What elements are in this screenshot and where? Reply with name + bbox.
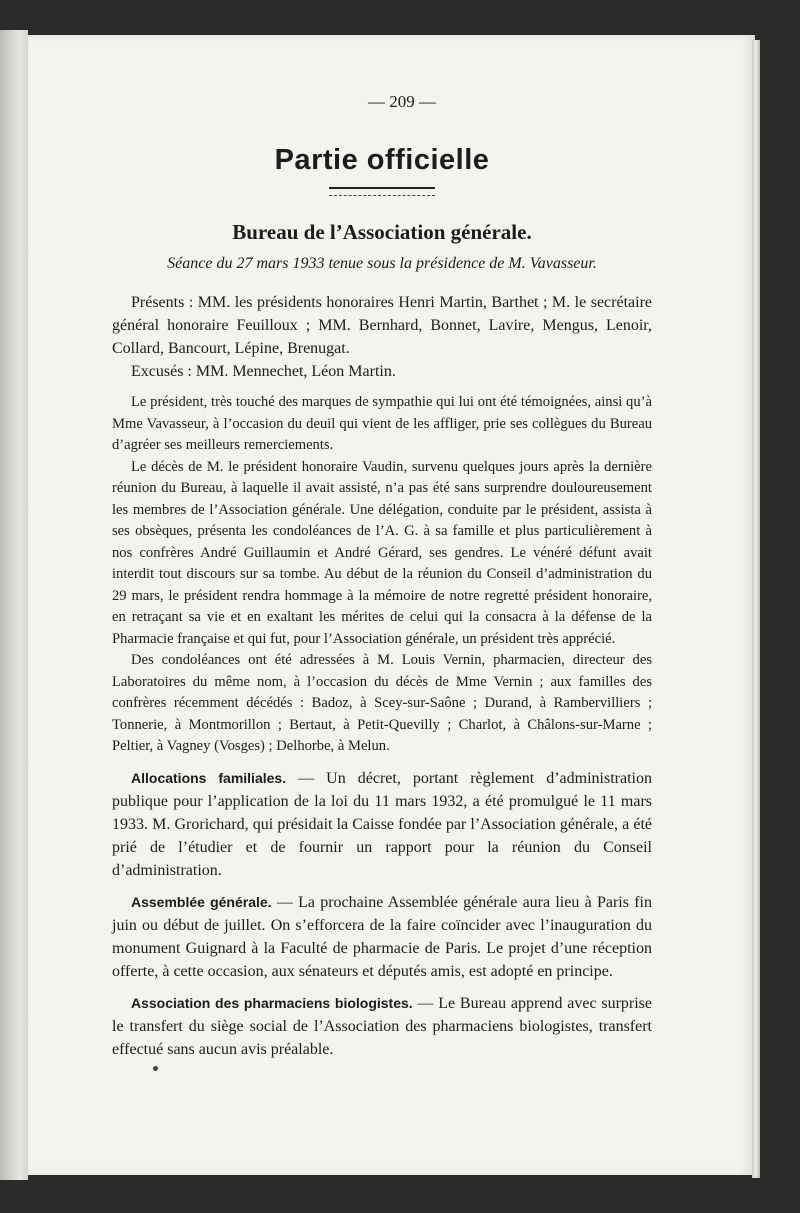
assemblee-text: — La prochaine Assemblée générale aura lieu à Paris fin juin ou début de juillet. On s’efforcera de la faire coïncider avec l’inauguration du monument Guignard à la Faculté de pharmacie de Paris. Le projet d’une réception offerte, à cette occasion, aux sénateurs et députés amis, est adopté en principe. — [112, 893, 652, 980]
biologistes-heading: Association des pharmaciens biologistes. — [131, 994, 413, 1011]
minutes-body — [112, 392, 652, 758]
attendees-excused: Excusés : MM. Mennechet, Léon Martin. — [131, 363, 396, 380]
assemblee-heading: Assemblée générale. — [131, 893, 272, 910]
page-content — [112, 92, 652, 1061]
title-rule — [329, 187, 435, 196]
paragraph-condolences: Des condoléances ont été adressées à M. Louis Vernin, pharmacien, directeur des Laboratoires du même nom, à l’occasion du décès de Mme Vernin ; aux familles des confrères récemment décédés : Badoz, à Scey-sur-Saône ; Durand, à Rambervilliers ; Tonnerie, à Montmorillon ; Bertaut, à Petit-Quevilly ; Charlot, à Châlons-sur-Marne ; Peltier, à Vagney (Vosges) ; Delhorbe, à Melun. — [112, 652, 652, 754]
page-number: — 209 — — [368, 92, 436, 111]
section-assemblee — [112, 891, 652, 983]
article-heading: Bureau de l’Association générale. — [232, 220, 532, 244]
paragraph-obituary: Le décès de M. le président honoraire Vaudin, survenu quelques jours après la dernière réunion du Bureau, à laquelle il avait assisté, n’a pas été sans surprendre douloureusement les membres de l’Association générale. Une délégation, conduite par le président, assista à ses obsèques, présenta les condoléances de l’A. G. à sa famille et plus particulièrement à nos confrères André Guillaumin et André Gérard, ses gendres. Le vénéré défunt avait interdit tout discours sur sa tombe. Au début de la réunion du Conseil d’administration du 29 mars, le président rendra hommage à la mémoire de notre regretté président honoraire, en retraçant sa vie et en exaltant les mérites de celui qui la consacra à la défense de la Pharmacie française et qui fut, pour l’Association générale, un président très apprécié. — [112, 458, 652, 647]
session-line: Séance du 27 mars 1933 tenue sous la présidence de M. Vavasseur. — [167, 255, 597, 272]
allocations-text: — Un décret, portant règlement d’administration publique pour l’application de la loi du 11 mars 1932, a été promulgué le 11 mars 1933. M. Grorichard, qui présidait la Caisse fondée par l’Association générale, a été prié de l’étudier et de fournir un rapport pour la réunion du Conseil d’administration. — [112, 769, 652, 879]
page-stack-edge — [752, 40, 760, 1178]
section-allocations — [112, 767, 652, 882]
biologistes-text: — Le Bureau apprend avec surprise le transfert du siège social de l’Association des pharmaciens biologistes, transfert effectué sans aucun avis préalable. — [112, 994, 652, 1058]
attendees-present: Présents : MM. les présidents honoraires Henri Martin, Barthet ; M. le secrétaire général honoraire Feuilloux ; MM. Bernhard, Bonnet, Lavire, Mengus, Lenoir, Collard, Bancourt, Lépine, Brenugat. — [112, 294, 652, 357]
section-title: Partie officielle — [274, 144, 490, 176]
paragraph-thanks: Le président, très touché des marques de sympathie qui lui ont été témoignées, ainsi qu’à Mme Vavasseur, à l’occasion du deuil qui vient de les affliger, prie ses collègues du Bureau d’agréer ses meilleurs remerciements. — [112, 394, 652, 453]
section-biologistes — [112, 992, 652, 1061]
ink-speck — [153, 1066, 158, 1071]
facing-page-edge — [0, 30, 28, 1180]
allocations-heading: Allocations familiales. — [131, 769, 287, 786]
